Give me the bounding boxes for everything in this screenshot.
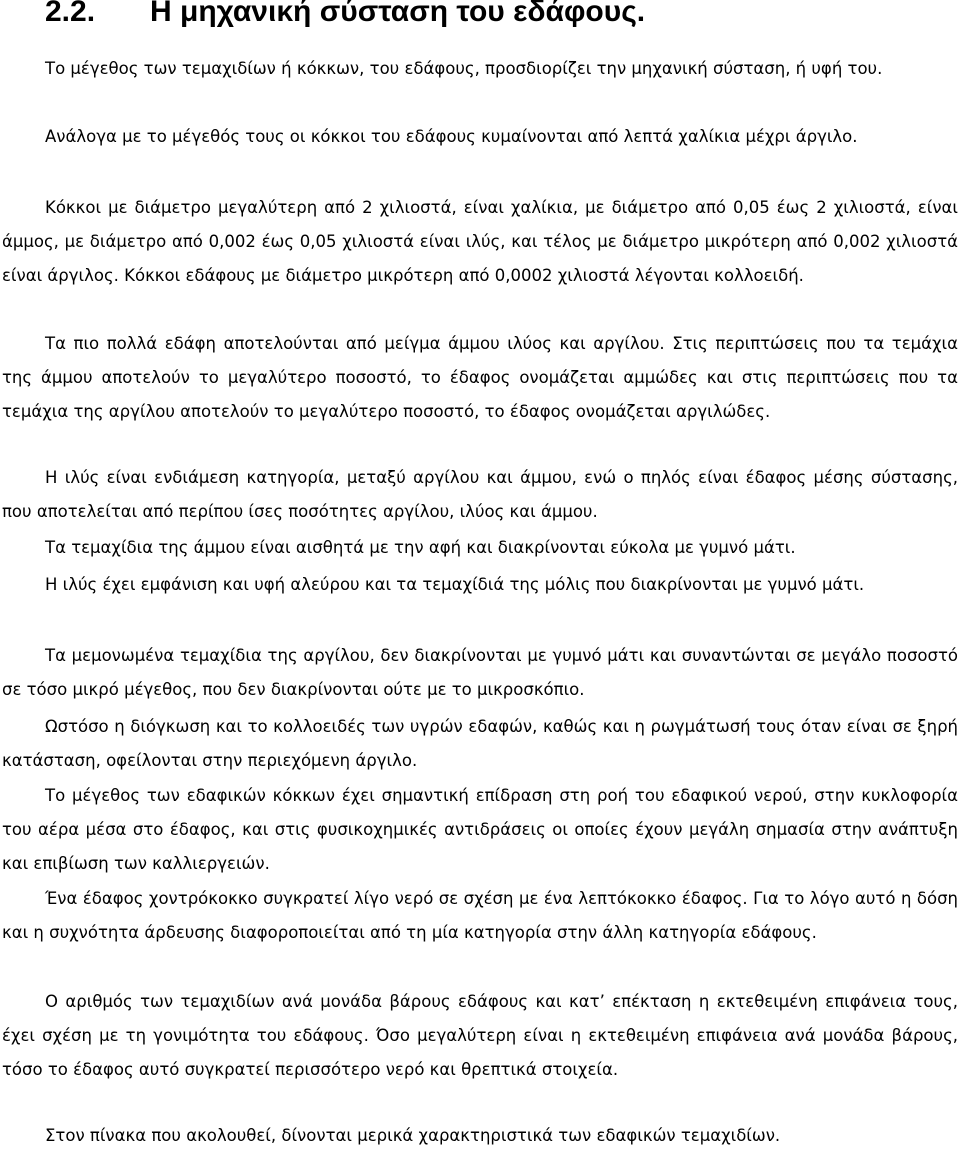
paragraph-grain-size-effects: Το μέγεθος των εδαφικών κόκκων έχει σημαντική επίδραση στη ροή του εδαφικού νερού, στην κυκλοφορία του αέρα μέσα στο έδαφος, και στις φυσικοχημικές αντιδράσεις οι οποίες έχουν μεγάλη σημασία στην ανάπτυξη και επιβίωση των καλλιεργειών. xyxy=(2,786,958,873)
paragraph-grain-size-definition: Το μέγεθος των τεμαχιδίων ή κόκκων, του εδάφους, προσδιορίζει την μηχανική σύσταση, ή υφή του. xyxy=(45,59,883,78)
section-heading xyxy=(45,0,645,30)
section-number: 2.2. xyxy=(45,0,96,28)
paragraph-grain-range: Ανάλογα με το μέγεθός τους οι κόκκοι του εδάφους κυμαίνονται από λεπτά χαλίκια μέχρι άργιλο. xyxy=(45,127,858,146)
paragraph-swelling-cracking: Ωστόσο η διόγκωση και το κολλοειδές των υγρών εδαφών, καθώς και η ρωγμάτωσή τους όταν είναι σε ξηρή κατάσταση, οφείλονται στην περιεχόμενη άργιλο. xyxy=(2,717,958,770)
paragraph-sand-texture: Τα τεμαχίδια της άμμου είναι αισθητά με την αφή και διακρίνονται εύκολα με γυμνό μάτι. xyxy=(45,538,796,557)
paragraph-silt-texture: Η ιλύς έχει εμφάνιση και υφή αλεύρου και τα τεμαχίδιά της μόλις που διακρίνονται με γυμνό μάτι. xyxy=(45,575,865,594)
paragraph-soil-mixtures: Τα πιο πολλά εδάφη αποτελούνται από μείγμα άμμου ιλύος και αργίλου. Στις περιπτώσεις που τα τεμάχια της άμμου αποτελούν το μεγαλύτερο ποσοστό, το έδαφος ονομάζεται αμμώδες και στις περιπτώσεις που τα τεμάχια της αργίλου αποτελούν το μεγαλύτερο ποσοστό, το έδαφος ονομάζεται αργιλώδες. xyxy=(2,334,958,421)
paragraph-diameter-classes: Κόκκοι με διάμετρο μεγαλύτερη από 2 χιλιοστά, είναι χαλίκια, με διάμετρο από 0,05 έως 2 χιλιοστά, είναι άμμος, με διάμετρο από 0,002 έως 0,05 χιλιοστά είναι ιλύς, και τέλος με διάμετρο μικρότερη από 0,002 χιλιοστά είναι άργιλος. Κόκκοι εδάφους με διάμετρο μικρότερη από 0,0002 χιλιοστά λέγονται κολλοειδή. xyxy=(2,198,958,285)
section-title: Η μηχανική σύσταση του εδάφους. xyxy=(150,0,646,28)
paragraph-water-retention: Ένα έδαφος χοντρόκοκκο συγκρατεί λίγο νερό σε σχέση με ένα λεπτόκοκκο έδαφος. Για το λόγο αυτό η δόση και η συχνότητα άρδευσης διαφοροποιείται από τη μία κατηγορία στην άλλη κατηγορία εδάφους. xyxy=(2,889,958,942)
paragraph-silt-and-loam: Η ιλύς είναι ενδιάμεση κατηγορία, μεταξύ αργίλου και άμμου, ενώ ο πηλός είναι έδαφος μέσης σύστασης, που αποτελείται από περίπου ίσες ποσότητες αργίλου, ιλύος και άμμου. xyxy=(2,468,958,521)
paragraph-table-intro: Στον πίνακα που ακολουθεί, δίνονται μερικά χαρακτηριστικά των εδαφικών τεμαχιδίων. xyxy=(45,1126,781,1145)
paragraph-clay-particles: Τα μεμονωμένα τεμαχίδια της αργίλου, δεν διακρίνονται με γυμνό μάτι και συναντώνται σε μεγάλο ποσοστό σε τόσο μικρό μέγεθος, που δεν διακρίνονται ούτε με το μικροσκόπιο. xyxy=(2,646,958,699)
paragraph-surface-area-fertility: Ο αριθμός των τεμαχιδίων ανά μονάδα βάρους εδάφους και κατ’ επέκταση η εκτεθειμένη επιφάνεια τους, έχει σχέση με τη γονιμότητα του εδάφους. Όσο μεγαλύτερη είναι η εκτεθειμένη επιφάνεια ανά μονάδα βάρους, τόσο το έδαφος αυτό συγκρατεί περισσότερο νερό και θρεπτικά στοιχεία. xyxy=(2,992,958,1079)
